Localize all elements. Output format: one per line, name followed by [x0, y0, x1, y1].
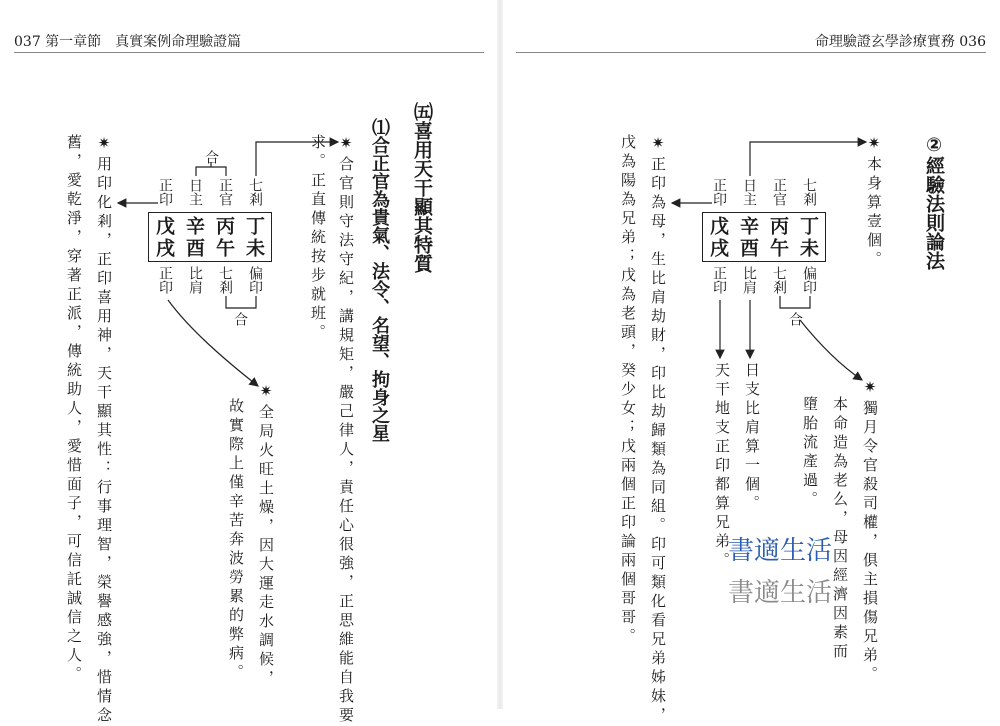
right-stem-1: 丁 [797, 216, 819, 235]
right-point2-line1: ✷獨月令官殺司權，俱主損傷兄弟。 [861, 378, 879, 685]
right-bottom-label-4: 正印 [711, 266, 727, 294]
right-point2-line3: 墮胎流產過。 [801, 396, 819, 510]
right-page [500, 0, 1000, 726]
left-page-header: 037 第一章節 真實案例命理驗證篇 [14, 34, 242, 50]
right-page-header: 命理驗證玄學診療實務 036 [814, 34, 986, 50]
right-section-title: ②經驗法則論法 [923, 134, 945, 270]
subsection-title: ⑴合正官為貴氣、法令、名望、拘身之星 [369, 118, 390, 442]
right-branch-4: 戌 [707, 238, 729, 257]
left-branch-2: 午 [213, 238, 235, 257]
right-bottom-label-3: 比肩 [741, 266, 757, 294]
left-point1-line1: ✷合官則守法守紀，講規矩，嚴己律人，責任心很強，正思維能自我要 [337, 134, 355, 726]
right-bottom-label-2: 七剎 [771, 266, 787, 294]
left-top-label-2: 正官 [217, 178, 233, 206]
right-stem-2: 丙 [767, 216, 789, 235]
left-bottom-label-3: 比肩 [187, 266, 203, 294]
right-branch-3: 酉 [737, 238, 759, 257]
left-combine-top-label: 合 [203, 150, 219, 164]
left-branch-1: 未 [243, 238, 265, 257]
right-stem-4: 戊 [707, 216, 729, 235]
right-arrow-note-1: 日支比肩算一個。 [743, 362, 761, 514]
left-stem-4: 戊 [153, 216, 175, 235]
right-top-label-1: 七剎 [801, 178, 817, 206]
left-point1-line2: 求。正直傳統按步就班。 [309, 134, 327, 343]
left-point3-line2: 舊，愛乾淨，穿著正派，傳統助人，愛惜面子，可信託誠信之人。 [65, 134, 83, 685]
right-point2-line2: 本命造為老么，母因經濟因素而 [831, 396, 849, 662]
left-top-label-4: 正印 [157, 178, 173, 206]
right-branch-1: 未 [797, 238, 819, 257]
left-point2-line1: ✷全局火旺土燥，因大運走水調候， [257, 382, 275, 689]
left-top-label-1: 七剎 [247, 178, 263, 206]
right-arrow-note-2: 天干地支正印都算兄弟。 [713, 362, 731, 571]
left-stem-2: 丙 [213, 216, 235, 235]
right-bottom-label-1: 偏印 [801, 266, 817, 294]
left-top-label-3: 日主 [187, 178, 203, 206]
left-branch-3: 酉 [183, 238, 205, 257]
left-point3-line1: ✷用印化剎，正印喜用神，天干顯其性：行事理智，榮譽感強，惜情念 [95, 134, 113, 726]
right-branch-2: 午 [767, 238, 789, 257]
right-stem-3: 辛 [737, 216, 759, 235]
right-top-label-2: 正官 [771, 178, 787, 206]
right-point3-line2: 戊為陽為兄弟；戊為老頭，癸少女；戊兩個正印論兩個哥哥。 [619, 134, 637, 647]
right-top-label-3: 日主 [741, 178, 757, 206]
left-bottom-label-4: 正印 [157, 266, 173, 294]
watermark-blue: 書適生活 [728, 536, 833, 566]
left-bottom-label-2: 七剎 [217, 266, 233, 294]
left-point2-line2: 故實際上僅辛苦奔波勞累的弊病。 [227, 398, 245, 683]
left-bottom-label-1: 偏印 [247, 266, 263, 294]
section-title: ㈤喜用天干顯其特質 [411, 102, 433, 273]
right-top-label-4: 正印 [711, 178, 727, 206]
left-stem-1: 丁 [243, 216, 265, 235]
watermark-gray: 書適生活 [728, 578, 833, 608]
right-combine-bottom-label: 合 [787, 312, 803, 326]
left-branch-4: 戌 [153, 238, 175, 257]
left-combine-bottom-label: 合 [232, 312, 248, 326]
right-point1: ✷本身算壹個。 [865, 134, 883, 270]
right-point3-line1: ✷正印為母，生比肩劫財，印比劫歸類為同組。印可類化看兄弟姊妹， [649, 134, 667, 726]
left-stem-3: 辛 [183, 216, 205, 235]
